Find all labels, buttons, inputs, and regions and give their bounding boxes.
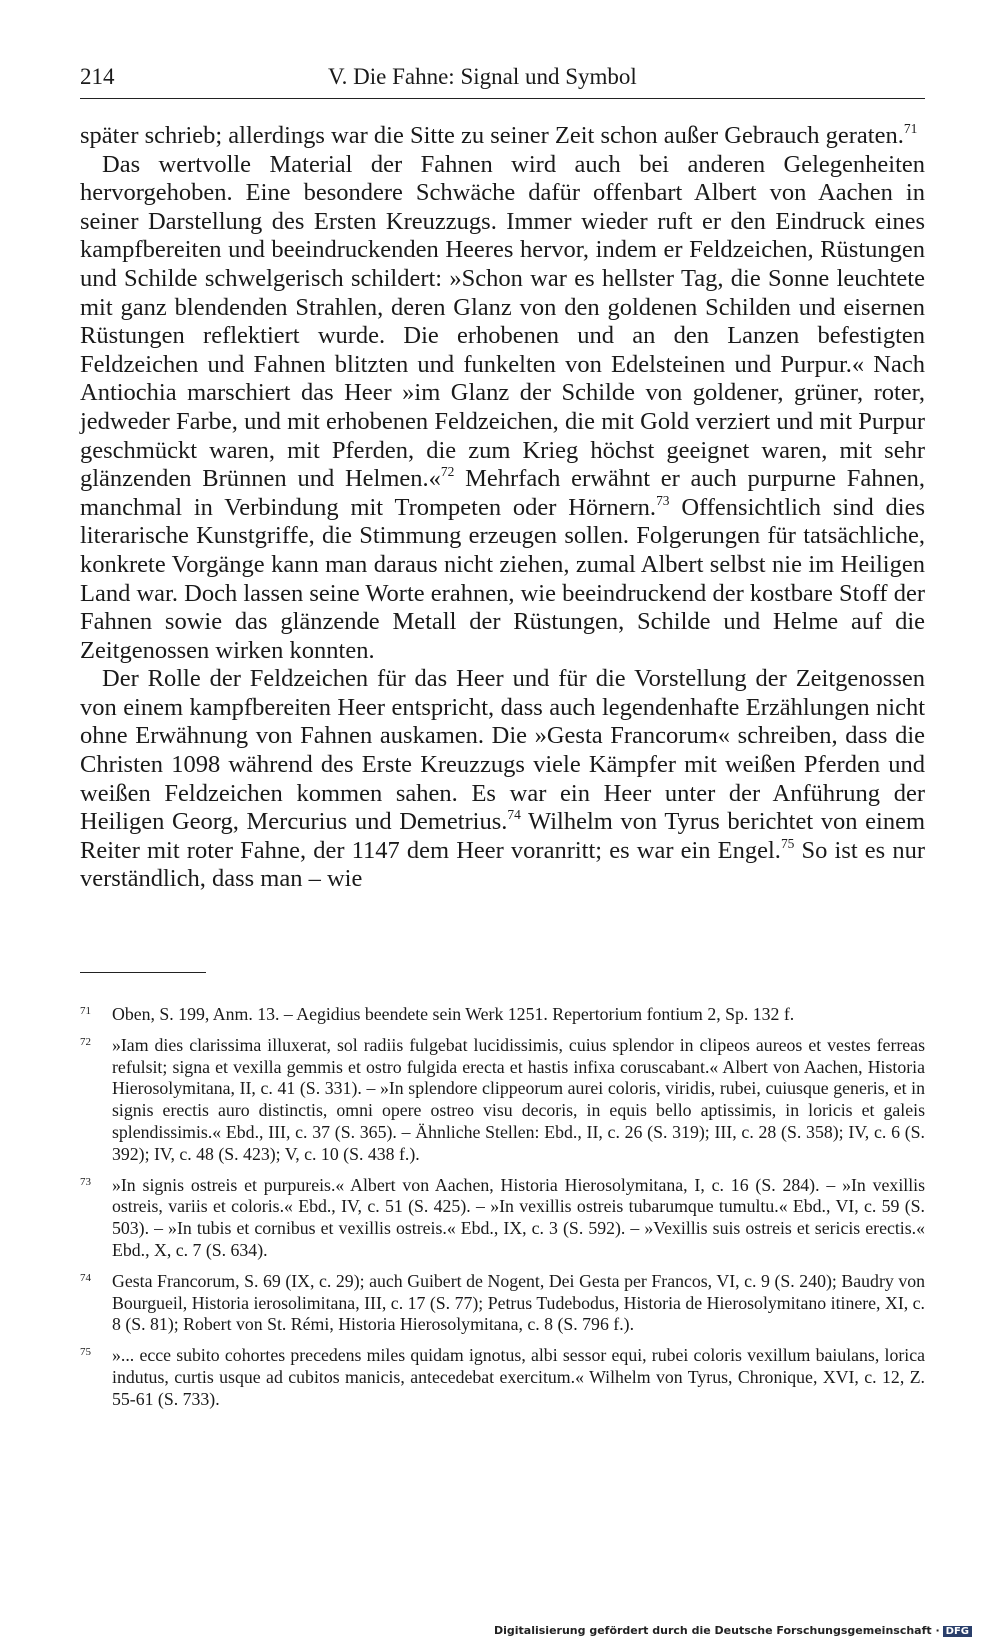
digitization-footer	[494, 1624, 972, 1637]
footer-text: Digitalisierung gefördert durch die Deutsche Forschungsgemeinschaft ·	[493, 1624, 940, 1637]
page-number: 214	[80, 64, 115, 89]
paragraph: später schrieb; allerdings war die Sitte zu seiner Zeit schon außer Gebrauch geraten.$^{71}$	[80, 120, 918, 149]
footnote	[80, 1035, 925, 1166]
running-header	[80, 64, 925, 99]
dfg-logo: DFG	[943, 1626, 972, 1637]
footnote	[80, 1345, 925, 1410]
footnote-number: 74	[80, 1271, 91, 1284]
footnotes	[80, 1004, 925, 1420]
footnote-text: Oben, S. 199, Anm. 13. – Aegidius beendete sein Werk 1251. Repertorium fontium 2, Sp. 132 f.	[112, 1004, 795, 1024]
main-text	[80, 122, 925, 894]
footnote-ref: 72	[440, 464, 455, 480]
footnote-ref: 75	[780, 835, 795, 851]
footnote-number: 72	[80, 1035, 91, 1048]
footnote-number: 71	[80, 1005, 91, 1017]
footnote-number: 73	[80, 1175, 91, 1188]
footnote-text: »... ecce subito cohortes precedens miles quidam ignotus, albi sessor equi, rubei coloris vexillum baiulans, lorica indutus, curtis usque ad cubitos manicis, antecedebat exercitum.« Wilhelm von Tyrus, Chronique, XVI, c. 12, Z. 55-61 (S. 733).	[112, 1345, 925, 1409]
footnote-text: Gesta Francorum, S. 69 (IX, c. 29); auch Guibert de Nogent, Dei Gesta per Francos, VI, c. 9 (S. 240); Baudry von Bourgueil, Historia ierosolimitana, III, c. 17 (S. 77); Petrus Tudebodus, Historia de Hierosolymitano itinere, XI, c. 8 (S. 81); Robert von St. Rémi, Historia Hierosolymitana, c. 8 (S. 796 f.).	[112, 1270, 925, 1335]
footnote-number: 75	[80, 1346, 91, 1359]
footnote-text: »In signis ostreis et purpureis.« Albert von Aachen, Historia Hierosolymitana, I, c. 16 (S. 284). – »In vexillis ostreis, variis et coloris.« Ebd., IV, c. 51 (S. 425). – »In vexillis ostreis tubarumque tumultu.« Ebd., VI, c. 59 (S. 503). – »In tubis et cornibus et vexillis ostreis.« Ebd., IX, c. 3 (S. 592). – »Vexillis suis ostreis et sericis erectis.« Ebd., X, c. 7 (S. 634).	[112, 1174, 925, 1260]
footnote-text: »Iam dies clarissima illuxerat, sol radiis fulgebat lucidissimis, cuius splendor in clipeos aureos et vestes ferreas refulsit; signa et vexilla gemmis et ostro fulgida erecta et hastis infixa coruscabant.« Albert von Aachen, Historia Hierosolymitana, II, c. 41 (S. 331). – »In splendore clippeorum aurei coloris, viridis, rubei, cuiusque generis, et in signis erectis auro distinctis, omni opere ostreo visu decoris, in equis bello aptissimis, in loricis et galeis splendissimis.« Ebd., III, c. 37 (S. 365). – Ähnliche Stellen: Ebd., II, c. 26 (S. 319); III, c. 28 (S. 358); IV, c. 6 (S. 392); IV, c. 48 (S. 423); V, c. 10 (S. 438 f.).	[112, 1034, 925, 1164]
paragraph: Der Rolle der Feldzeichen für das Heer und für die Vorstellung der Zeitgenossen von einem kampfbereiten Heer entspricht, dass auch legendenhafte Erzählungen nicht ohne Erwähnung von Fahnen auskamen. Die »Gesta Francorum« schreiben, dass die Christen 1098 während des Erste Kreuzzugs viele Kämpfer mit weißen Pferden und weißen Feldzeichen kommen sahen. Es war ein Heer unter der Anführung der Heiligen Georg, Mercurius und Demetrius.$^{74}$ Wilhelm von Tyrus berichtet von einem Reiter mit roter Fahne, der 1147 dem Heer voranritt; es war ein Engel.$^{75}$ So ist es nur verständlich, dass man – wie	[80, 665, 925, 893]
footnote	[80, 1004, 925, 1026]
footnote	[80, 1271, 925, 1336]
footnote-divider	[80, 972, 206, 973]
footnote-ref: 71	[903, 120, 918, 136]
paragraph: Das wertvolle Material der Fahnen wird auch bei anderen Gelegenheiten hervorgehoben. Eine besondere Schwäche dafür offenbart Albert von Aachen in seiner Darstellung des Ersten Kreuzzugs. Immer wieder ruft er den Eindruck eines kampfbereiten und beeindruckenden Heeres hervor, indem er Feldzeichen, Rüstungen und Schilde schwelgerisch schildert: »Schon war es hellster Tag, die Sonne leuchtete mit ganz blendenden Strahlen, deren Glanz von den goldenen Schilden und eisernen Rüstungen reflektiert wurde. Die erhobenen und an den Lanzen befestigten Feldzeichen und Fahnen blitzten und funkelten von Edelsteinen und Purpur.« Nach Antiochia marschiert das Heer »im Glanz der Schilde von goldener, grüner, roter, jedweder Farbe, und mit erhobenen Feldzeichen, die mit Gold verziert und mit Purpur geschmückt waren, mit Pferden, die zum Krieg höchst geeignet waren, mit sehr glänzenden Brünnen und Helmen.«$^{72}$ Mehrfach erwähnt er auch purpurne Fahnen, manchmal in Verbindung mit Trompeten oder Hörnern.$^{73}$ Offensichtlich sind dies literarische Kunstgriffe, die Stimmung erzeugen sollen. Folgerungen für tatsächliche, konkrete Vorgänge kann man daraus nicht ziehen, zumal Albert selbst nie im Heiligen Land war. Doch lassen seine Worte erahnen, wie beeindruckend der kostbare Stoff der Fahnen sowie das glänzende Metall der Rüstungen, Schilde und Helme auf die Zeitgenossen wirken konnten.	[80, 150, 926, 664]
footnote	[80, 1175, 925, 1262]
footnote-ref: 74	[507, 807, 521, 823]
footnote-ref: 73	[656, 492, 670, 508]
running-title: V. Die Fahne: Signal und Symbol	[328, 64, 637, 89]
